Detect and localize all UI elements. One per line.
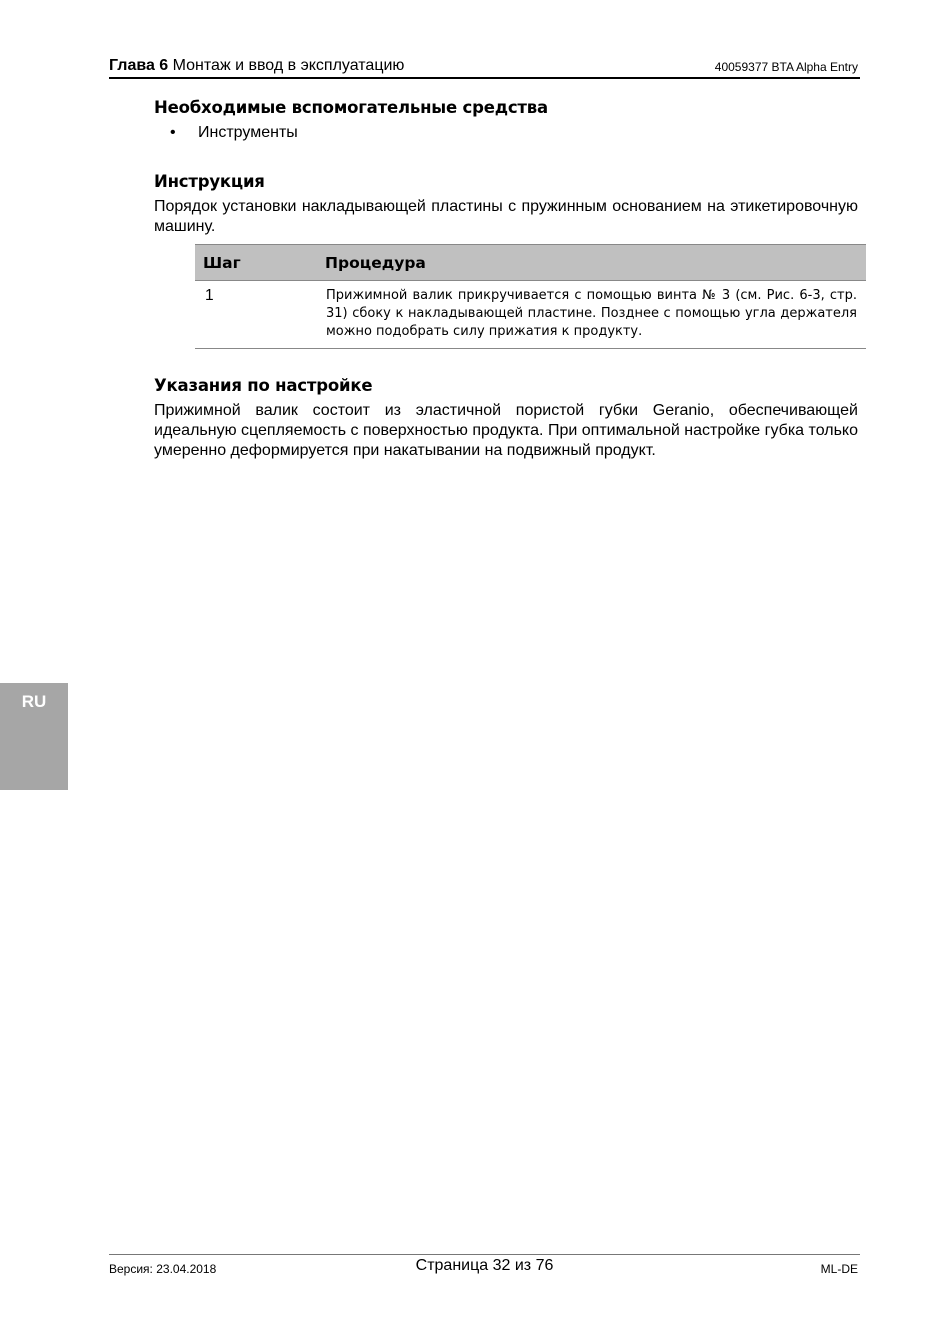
page-number: Страница 32 из 76 <box>415 1257 554 1274</box>
chapter-name: Монтаж и ввод в эксплуатацию <box>168 57 405 74</box>
instruction-heading: Инструкция <box>154 172 265 191</box>
instruction-intro: Порядок установки накладывающей пластины с пружинным основанием на этикетировочную машину. <box>154 198 858 235</box>
list-item <box>170 123 298 143</box>
chapter-title <box>109 56 404 76</box>
language-code: ML-DE <box>820 1262 858 1276</box>
list-item-label: Инструменты <box>198 124 298 141</box>
column-header-procedure: Процедура <box>319 245 866 281</box>
aids-list <box>170 123 298 143</box>
settings-text: Прижимной валик состоит из эластичной пористой губки Geranio, обеспечивающей идеальную сцепляемость с поверхностью продукта. При оптимальной настройке губка только умеренно деформируется при накатывании на подвижный продукт. <box>154 402 858 459</box>
step-procedure: Прижимной валик прикручивается с помощью винта № 3 (см. Рис. 6-3, стр. 31) сбоку к накладывающей пластине. Позднее с помощью угла держателя можно подобрать силу прижатия к продукту. <box>319 281 866 349</box>
document-id: 40059377 BTA Alpha Entry <box>714 60 858 74</box>
page-header <box>109 56 860 79</box>
page-footer <box>109 1254 860 1281</box>
procedure-table <box>195 244 866 349</box>
column-header-step: Шаг <box>195 245 319 281</box>
table-row <box>195 281 866 349</box>
aids-heading: Необходимые вспомогательные средства <box>154 98 548 117</box>
language-tab-label: RU <box>21 692 47 711</box>
language-tab <box>0 683 68 790</box>
settings-heading: Указания по настройке <box>154 376 373 395</box>
version-label: Версия: 23.04.2018 <box>109 1262 217 1276</box>
step-number: 1 <box>195 281 319 349</box>
bullet-icon: • <box>170 124 176 141</box>
table-header-row <box>195 245 866 281</box>
chapter-number: Глава 6 <box>109 57 169 74</box>
